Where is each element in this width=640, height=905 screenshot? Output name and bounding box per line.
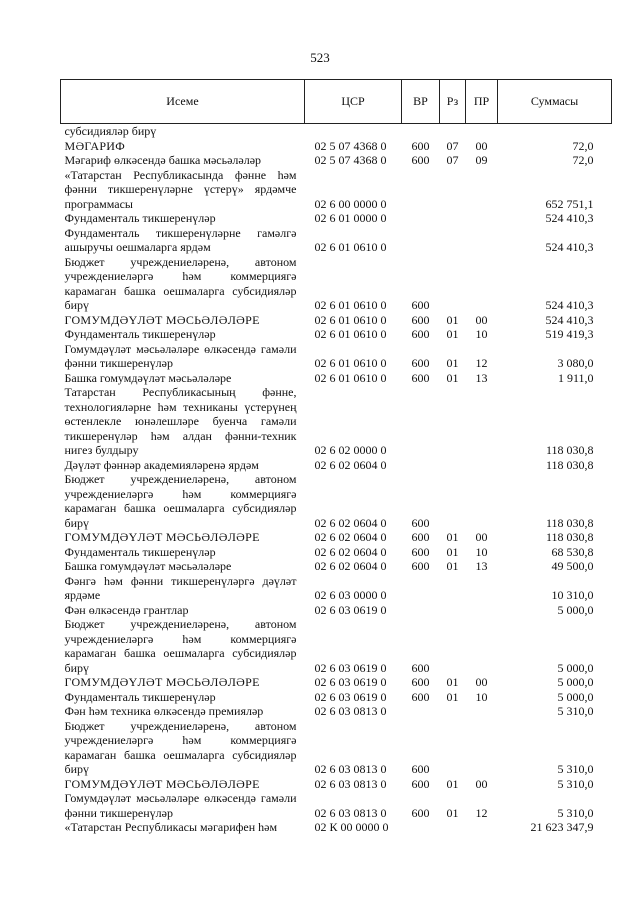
cell-sum: 524 410,3 bbox=[545, 298, 594, 312]
cell-vr: 600 bbox=[411, 356, 430, 370]
cell-name: Бюджет учреждениеләренә, автоном учреждениеләргә һәм коммерциягә карамаган башка оешмаларга субсидияләр бирү bbox=[64, 718, 297, 776]
cell-vr: 600 bbox=[411, 559, 430, 573]
cell-rz bbox=[440, 168, 466, 212]
cell-pr bbox=[466, 226, 498, 255]
table-row bbox=[61, 617, 612, 675]
cell-vr bbox=[402, 211, 440, 226]
cell-csr: 02 6 01 0610 0 bbox=[314, 312, 387, 327]
cell-name: Мәгариф өлкәсендә башка мәсьәләләр bbox=[64, 153, 262, 167]
cell-pr: 09 bbox=[475, 153, 488, 167]
cell-vr: 600 bbox=[411, 312, 430, 327]
cell-sum: 21 623 347,9 bbox=[530, 820, 594, 834]
cell-csr: 02 6 03 0813 0 bbox=[314, 776, 387, 791]
cell-name: Фундаменталь тикшеренүләр bbox=[64, 211, 216, 225]
cell-csr: 02 6 01 0000 0 bbox=[314, 211, 387, 225]
cell-rz: 01 bbox=[446, 327, 459, 341]
cell-sum: 118 030,8 bbox=[545, 515, 594, 530]
cell-vr bbox=[402, 603, 440, 618]
cell-sum: 1 911,0 bbox=[557, 370, 594, 385]
cell-name: Фундаменталь тикшеренүләрне гамәлгә ашыручы оешмаларга ярдәм bbox=[64, 225, 297, 254]
cell-rz bbox=[440, 472, 466, 530]
cell-sum: 68 530,8 bbox=[551, 544, 594, 559]
cell-pr bbox=[466, 719, 498, 777]
cell-pr bbox=[466, 472, 498, 530]
table-row bbox=[61, 545, 612, 560]
cell-rz: 01 bbox=[446, 356, 459, 370]
cell-sum: 118 030,8 bbox=[545, 457, 594, 472]
cell-name: Башка гомумдәүләт мәсьәләләре bbox=[64, 370, 232, 385]
cell-name: субсидияләр бирү bbox=[64, 124, 157, 138]
table-row bbox=[61, 719, 612, 777]
cell-name: Бюджет учреждениеләренә, автоном учреждениеләргә һәм коммерциягә карамаган башка оешмаларга субсидияләр бирү bbox=[64, 472, 297, 530]
cell-sum: 10 310,0 bbox=[551, 588, 594, 602]
table-row bbox=[61, 139, 612, 154]
cell-pr bbox=[466, 603, 498, 618]
header-csr: ЦСР bbox=[305, 80, 402, 124]
cell-name: Фундаменталь тикшеренүләр bbox=[64, 327, 216, 341]
cell-csr: 02 6 01 0610 0 bbox=[314, 298, 387, 312]
cell-vr: 600 bbox=[411, 530, 430, 544]
cell-sum: 118 030,8 bbox=[545, 443, 594, 457]
page-number: 523 bbox=[310, 50, 330, 65]
cell-csr: 02 6 01 0610 0 bbox=[314, 327, 387, 341]
cell-rz: 01 bbox=[446, 312, 459, 327]
cell-rz bbox=[440, 820, 466, 835]
table-row bbox=[61, 472, 612, 530]
cell-pr: 12 bbox=[475, 356, 488, 370]
cell-pr: 00 bbox=[475, 675, 488, 689]
cell-name: «Татарстан Республикасында фәнне һәм фәнни тикшеренүләрне үстерү» ярдәмче программасы bbox=[64, 167, 297, 211]
cell-rz: 07 bbox=[446, 138, 459, 153]
cell-csr: 02 6 02 0604 0 bbox=[314, 544, 387, 559]
table-row bbox=[61, 371, 612, 386]
cell-csr: 02 5 07 4368 0 bbox=[314, 138, 387, 153]
cell-vr: 600 bbox=[411, 805, 430, 820]
cell-csr: 02 6 03 0619 0 bbox=[314, 660, 387, 675]
cell-sum: 5 310,0 bbox=[557, 762, 594, 776]
cell-vr: 600 bbox=[411, 138, 430, 153]
cell-pr: 10 bbox=[475, 689, 488, 704]
cell-name: Фундаменталь тикшеренүләр bbox=[64, 544, 216, 559]
cell-name: Фән өлкәсендә грантлар bbox=[64, 602, 189, 617]
cell-pr: 13 bbox=[475, 559, 488, 573]
cell-sum: 3 080,0 bbox=[557, 356, 594, 370]
budget-table bbox=[60, 79, 612, 835]
cell-csr: 02 6 02 0000 0 bbox=[314, 443, 387, 457]
cell-name: МӘГАРИФ bbox=[64, 138, 126, 153]
cell-rz bbox=[440, 385, 466, 458]
cell-rz bbox=[440, 458, 466, 473]
cell-vr bbox=[402, 385, 440, 458]
cell-csr: 02 6 02 0604 0 bbox=[314, 530, 387, 544]
table-row bbox=[61, 342, 612, 371]
table-row bbox=[61, 704, 612, 719]
cell-csr bbox=[305, 124, 402, 139]
cell-rz bbox=[440, 704, 466, 719]
cell-vr: 600 bbox=[411, 544, 430, 559]
cell-sum: 72,0 bbox=[572, 153, 594, 167]
cell-pr: 00 bbox=[475, 312, 488, 327]
cell-rz: 01 bbox=[446, 370, 459, 385]
cell-name: ГОМУМДӘҮЛӘТ МӘСЬӘЛӘЛӘРЕ bbox=[64, 530, 260, 544]
cell-rz bbox=[440, 719, 466, 777]
cell-pr bbox=[466, 574, 498, 603]
cell-vr bbox=[402, 704, 440, 719]
cell-sum: 5 310,0 bbox=[557, 704, 594, 718]
cell-vr: 600 bbox=[411, 153, 430, 167]
cell-sum: 652 751,1 bbox=[545, 196, 594, 211]
cell-rz: 01 bbox=[446, 805, 459, 820]
cell-csr: 02 6 03 0813 0 bbox=[314, 762, 387, 776]
cell-csr: 02 6 01 0610 0 bbox=[314, 356, 387, 370]
cell-sum: 5 000,0 bbox=[557, 660, 594, 675]
cell-pr: 12 bbox=[475, 805, 488, 820]
cell-name: «Татарстан Республикасы мәгарифен һәм bbox=[64, 820, 278, 834]
cell-sum: 524 410,3 bbox=[545, 312, 594, 327]
table-row bbox=[61, 226, 612, 255]
cell-rz: 01 bbox=[446, 776, 459, 791]
cell-rz: 01 bbox=[446, 544, 459, 559]
cell-name: ГОМУМДӘҮЛӘТ МӘСЬӘЛӘЛӘРЕ bbox=[64, 312, 260, 327]
cell-pr bbox=[466, 124, 498, 139]
cell-rz: 01 bbox=[446, 689, 459, 704]
cell-pr: 00 bbox=[475, 138, 488, 153]
table-row bbox=[61, 124, 612, 139]
cell-csr: 02 5 07 4368 0 bbox=[314, 153, 387, 167]
cell-vr bbox=[402, 458, 440, 473]
header-pr: ПР bbox=[466, 80, 498, 124]
cell-csr: 02 6 03 0813 0 bbox=[314, 805, 387, 820]
cell-name: Дәүләт фәннәр академияләренә ярдәм bbox=[64, 457, 259, 472]
table-row bbox=[61, 255, 612, 313]
cell-name: Фән һәм техника өлкәсендә премияләр bbox=[64, 704, 264, 718]
cell-pr bbox=[466, 255, 498, 313]
cell-name: Бюджет учреждениеләренә, автоном учреждениеләргә һәм коммерциягә карамаган башка оешмаларга субсидияләр бирү bbox=[64, 617, 297, 675]
table-row bbox=[61, 327, 612, 342]
cell-csr: 02 6 01 0610 0 bbox=[314, 370, 387, 385]
cell-name: Бюджет учреждениеләренә, автоном учреждениеләргә һәм коммерциягә карамаган башка оешмаларга субсидияләр бирү bbox=[64, 254, 297, 312]
cell-sum: 5 000,0 bbox=[557, 689, 594, 704]
cell-pr: 10 bbox=[475, 327, 488, 341]
cell-sum: 5 000,0 bbox=[557, 602, 594, 617]
cell-vr bbox=[402, 574, 440, 603]
cell-rz bbox=[440, 603, 466, 618]
header-rz: Рз bbox=[440, 80, 466, 124]
cell-sum: 5 310,0 bbox=[557, 805, 594, 820]
header-sum: Суммасы bbox=[498, 80, 612, 124]
cell-vr: 600 bbox=[411, 327, 430, 341]
cell-sum bbox=[498, 124, 612, 139]
table-header bbox=[61, 80, 612, 124]
cell-name: Гомумдәүләт мәсьәләләре өлкәсендә гамәли фәнни тикшеренүләр bbox=[64, 341, 297, 370]
cell-csr: 02 К 00 0000 0 bbox=[314, 820, 389, 834]
table-body bbox=[61, 124, 612, 835]
cell-pr bbox=[466, 458, 498, 473]
cell-vr: 600 bbox=[411, 675, 430, 689]
cell-name: Фундаменталь тикшеренүләр bbox=[64, 689, 216, 704]
cell-vr bbox=[402, 226, 440, 255]
cell-csr: 02 6 03 0619 0 bbox=[314, 675, 387, 689]
cell-pr: 10 bbox=[475, 544, 488, 559]
table-row bbox=[61, 690, 612, 705]
cell-sum: 5 000,0 bbox=[557, 675, 594, 689]
cell-rz bbox=[440, 255, 466, 313]
table-row bbox=[61, 574, 612, 603]
cell-csr: 02 6 02 0604 0 bbox=[314, 559, 387, 573]
cell-vr bbox=[402, 168, 440, 212]
table-row bbox=[61, 168, 612, 212]
cell-vr: 600 bbox=[411, 762, 430, 776]
cell-pr: 00 bbox=[475, 776, 488, 791]
table-row bbox=[61, 211, 612, 226]
cell-sum: 49 500,0 bbox=[551, 559, 594, 573]
budget-table-container bbox=[60, 79, 611, 835]
table-row bbox=[61, 153, 612, 168]
cell-sum: 519 419,3 bbox=[545, 327, 594, 341]
cell-pr bbox=[466, 211, 498, 226]
cell-name: Башка гомумдәүләт мәсьәләләре bbox=[64, 559, 232, 573]
cell-rz: 07 bbox=[446, 153, 459, 167]
cell-name: Татарстан Республикасының фәнне, технологияләрне һәм техниканы үстерүнең өстенлекле юнәлешләре буенча гамәли тикшеренүләр һәм алдан фәнни-техник нигез булдыру bbox=[64, 385, 297, 457]
cell-pr bbox=[466, 704, 498, 719]
cell-csr: 02 6 03 0619 0 bbox=[314, 602, 387, 617]
cell-rz bbox=[440, 124, 466, 139]
table-row bbox=[61, 820, 612, 835]
cell-vr: 600 bbox=[411, 298, 430, 312]
cell-vr bbox=[402, 820, 440, 835]
header-name: Исеме bbox=[61, 80, 305, 124]
table-row bbox=[61, 530, 612, 545]
table-row bbox=[61, 675, 612, 690]
table-row bbox=[61, 385, 612, 458]
cell-sum: 118 030,8 bbox=[545, 530, 594, 544]
cell-pr bbox=[466, 168, 498, 212]
cell-name: Гомумдәүләт мәсьәләләре өлкәсендә гамәли фәнни тикшеренүләр bbox=[64, 791, 297, 820]
cell-vr: 600 bbox=[411, 689, 430, 704]
cell-vr: 600 bbox=[411, 515, 430, 530]
cell-pr: 13 bbox=[475, 370, 488, 385]
table-row bbox=[61, 458, 612, 473]
cell-rz: 01 bbox=[446, 675, 459, 689]
cell-vr: 600 bbox=[411, 776, 430, 791]
table-row bbox=[61, 791, 612, 820]
cell-sum: 524 410,3 bbox=[545, 240, 594, 254]
cell-name: ГОМУМДӘҮЛӘТ МӘСЬӘЛӘЛӘРЕ bbox=[64, 776, 260, 791]
cell-sum: 524 410,3 bbox=[545, 211, 594, 225]
table-row bbox=[61, 313, 612, 328]
cell-csr: 02 6 02 0604 0 bbox=[314, 515, 387, 530]
cell-csr: 02 6 02 0604 0 bbox=[314, 457, 387, 472]
cell-name: Фәнгә һәм фәнни тикшеренүләргә дәүләт ярдәме bbox=[64, 573, 297, 602]
cell-rz bbox=[440, 211, 466, 226]
header-vr: ВР bbox=[402, 80, 440, 124]
cell-pr: 00 bbox=[475, 530, 488, 544]
table-row bbox=[61, 777, 612, 792]
cell-name: ГОМУМДӘҮЛӘТ МӘСЬӘЛӘЛӘРЕ bbox=[64, 675, 260, 689]
cell-csr: 02 6 01 0610 0 bbox=[314, 240, 387, 254]
cell-sum: 5 310,0 bbox=[557, 776, 594, 791]
cell-rz bbox=[440, 574, 466, 603]
cell-pr bbox=[466, 385, 498, 458]
cell-vr bbox=[402, 124, 440, 139]
cell-rz bbox=[440, 617, 466, 675]
cell-csr: 02 6 03 0000 0 bbox=[314, 588, 387, 602]
cell-vr: 600 bbox=[411, 660, 430, 675]
cell-rz: 01 bbox=[446, 530, 459, 544]
cell-sum: 72,0 bbox=[572, 138, 594, 153]
cell-vr: 600 bbox=[411, 370, 430, 385]
cell-pr bbox=[466, 617, 498, 675]
cell-csr: 02 6 03 0619 0 bbox=[314, 689, 387, 704]
cell-rz: 01 bbox=[446, 559, 459, 573]
table-row bbox=[61, 559, 612, 574]
cell-rz bbox=[440, 226, 466, 255]
cell-csr: 02 6 00 0000 0 bbox=[314, 196, 387, 211]
cell-csr: 02 6 03 0813 0 bbox=[314, 704, 387, 718]
table-row bbox=[61, 603, 612, 618]
cell-pr bbox=[466, 820, 498, 835]
